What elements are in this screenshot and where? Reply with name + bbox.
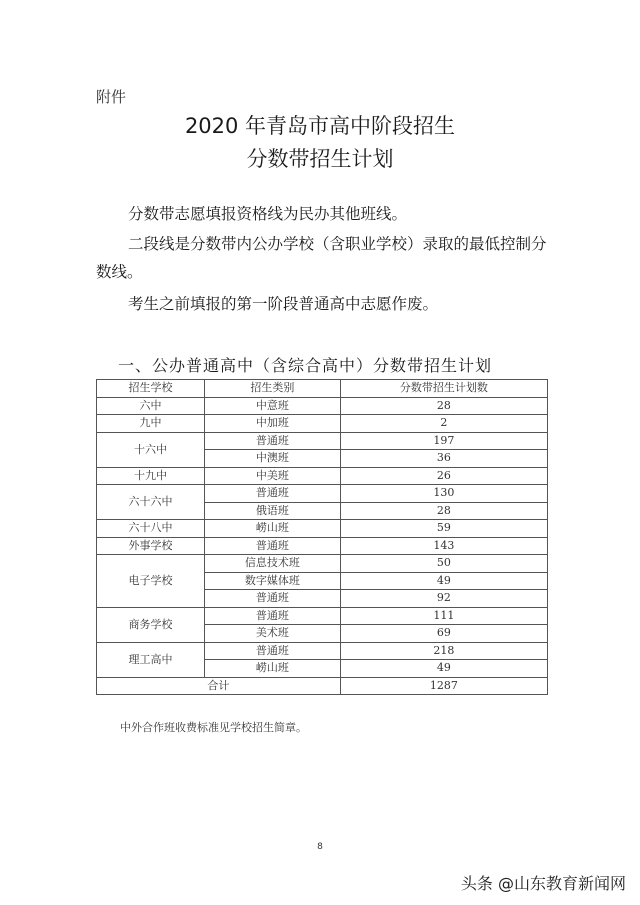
school-cell: 十六中 xyxy=(97,432,205,467)
category-cell: 普通班 xyxy=(205,537,341,555)
category-cell: 崂山班 xyxy=(205,520,341,538)
paragraph-qualification: 分数带志愿填报资格线为民办其他班线。 xyxy=(128,205,408,223)
count-cell: 111 xyxy=(340,607,547,625)
table-row xyxy=(97,415,548,433)
category-cell: 数字媒体班 xyxy=(205,572,341,590)
count-cell: 49 xyxy=(340,572,547,590)
category-cell: 中意班 xyxy=(205,397,341,415)
enrollment-plan-table xyxy=(96,379,548,695)
header-category: 招生类别 xyxy=(205,380,341,398)
count-cell: 69 xyxy=(340,625,547,643)
header-count: 分数带招生计划数 xyxy=(340,380,547,398)
header-school: 招生学校 xyxy=(97,380,205,398)
category-cell: 普通班 xyxy=(205,590,341,608)
page-title: 2020 年青岛市高中阶段招生 xyxy=(184,114,456,138)
school-cell: 商务学校 xyxy=(97,607,205,642)
table-row xyxy=(97,555,548,573)
school-cell: 理工高中 xyxy=(97,642,205,677)
count-cell: 197 xyxy=(340,432,547,450)
table-row xyxy=(97,642,548,660)
source-watermark: 头条 @山东教育新闻网 xyxy=(460,874,626,893)
count-cell: 49 xyxy=(340,660,547,678)
category-cell: 崂山班 xyxy=(205,660,341,678)
category-cell: 美术班 xyxy=(205,625,341,643)
paragraph-second-line: 二段线是分数带内公办学校（含职业学校）录取的最低控制分数线。 xyxy=(96,235,547,281)
page-number: 8 xyxy=(317,842,323,852)
category-cell: 中澳班 xyxy=(205,450,341,468)
attachment-label: 附件 xyxy=(96,88,127,106)
school-cell: 九中 xyxy=(97,415,205,433)
paragraph-void-notice: 考生之前填报的第一阶段普通高中志愿作废。 xyxy=(128,295,439,313)
count-cell: 143 xyxy=(340,537,547,555)
count-cell: 50 xyxy=(340,555,547,573)
count-cell: 2 xyxy=(340,415,547,433)
table-header-row xyxy=(97,380,548,398)
school-cell: 六十六中 xyxy=(97,485,205,520)
school-cell: 外事学校 xyxy=(97,537,205,555)
footnote: 中外合作班收费标准见学校招生简章。 xyxy=(120,721,307,734)
table-row xyxy=(97,607,548,625)
count-cell: 130 xyxy=(340,485,547,503)
category-cell: 普通班 xyxy=(205,607,341,625)
total-value: 1287 xyxy=(340,677,547,695)
category-cell: 中加班 xyxy=(205,415,341,433)
count-cell: 218 xyxy=(340,642,547,660)
count-cell: 28 xyxy=(340,397,547,415)
table-row xyxy=(97,432,548,450)
table-row xyxy=(97,467,548,485)
category-cell: 普通班 xyxy=(205,432,341,450)
category-cell: 信息技术班 xyxy=(205,555,341,573)
section-title: 一、公办普通高中（含综合高中）分数带招生计划 xyxy=(118,356,493,375)
table-total-row xyxy=(97,677,548,695)
table-row xyxy=(97,520,548,538)
table-row xyxy=(97,537,548,555)
count-cell: 26 xyxy=(340,467,547,485)
category-cell: 普通班 xyxy=(205,642,341,660)
total-label: 合计 xyxy=(97,677,341,695)
school-cell: 六十八中 xyxy=(97,520,205,538)
page-subtitle: 分数带招生计划 xyxy=(246,147,394,171)
count-cell: 59 xyxy=(340,520,547,538)
count-cell: 36 xyxy=(340,450,547,468)
category-cell: 俄语班 xyxy=(205,502,341,520)
school-cell: 十九中 xyxy=(97,467,205,485)
category-cell: 中美班 xyxy=(205,467,341,485)
school-cell: 六中 xyxy=(97,397,205,415)
school-cell: 电子学校 xyxy=(97,555,205,608)
count-cell: 92 xyxy=(340,590,547,608)
category-cell: 普通班 xyxy=(205,485,341,503)
table-row xyxy=(97,485,548,503)
table-row xyxy=(97,397,548,415)
count-cell: 28 xyxy=(340,502,547,520)
